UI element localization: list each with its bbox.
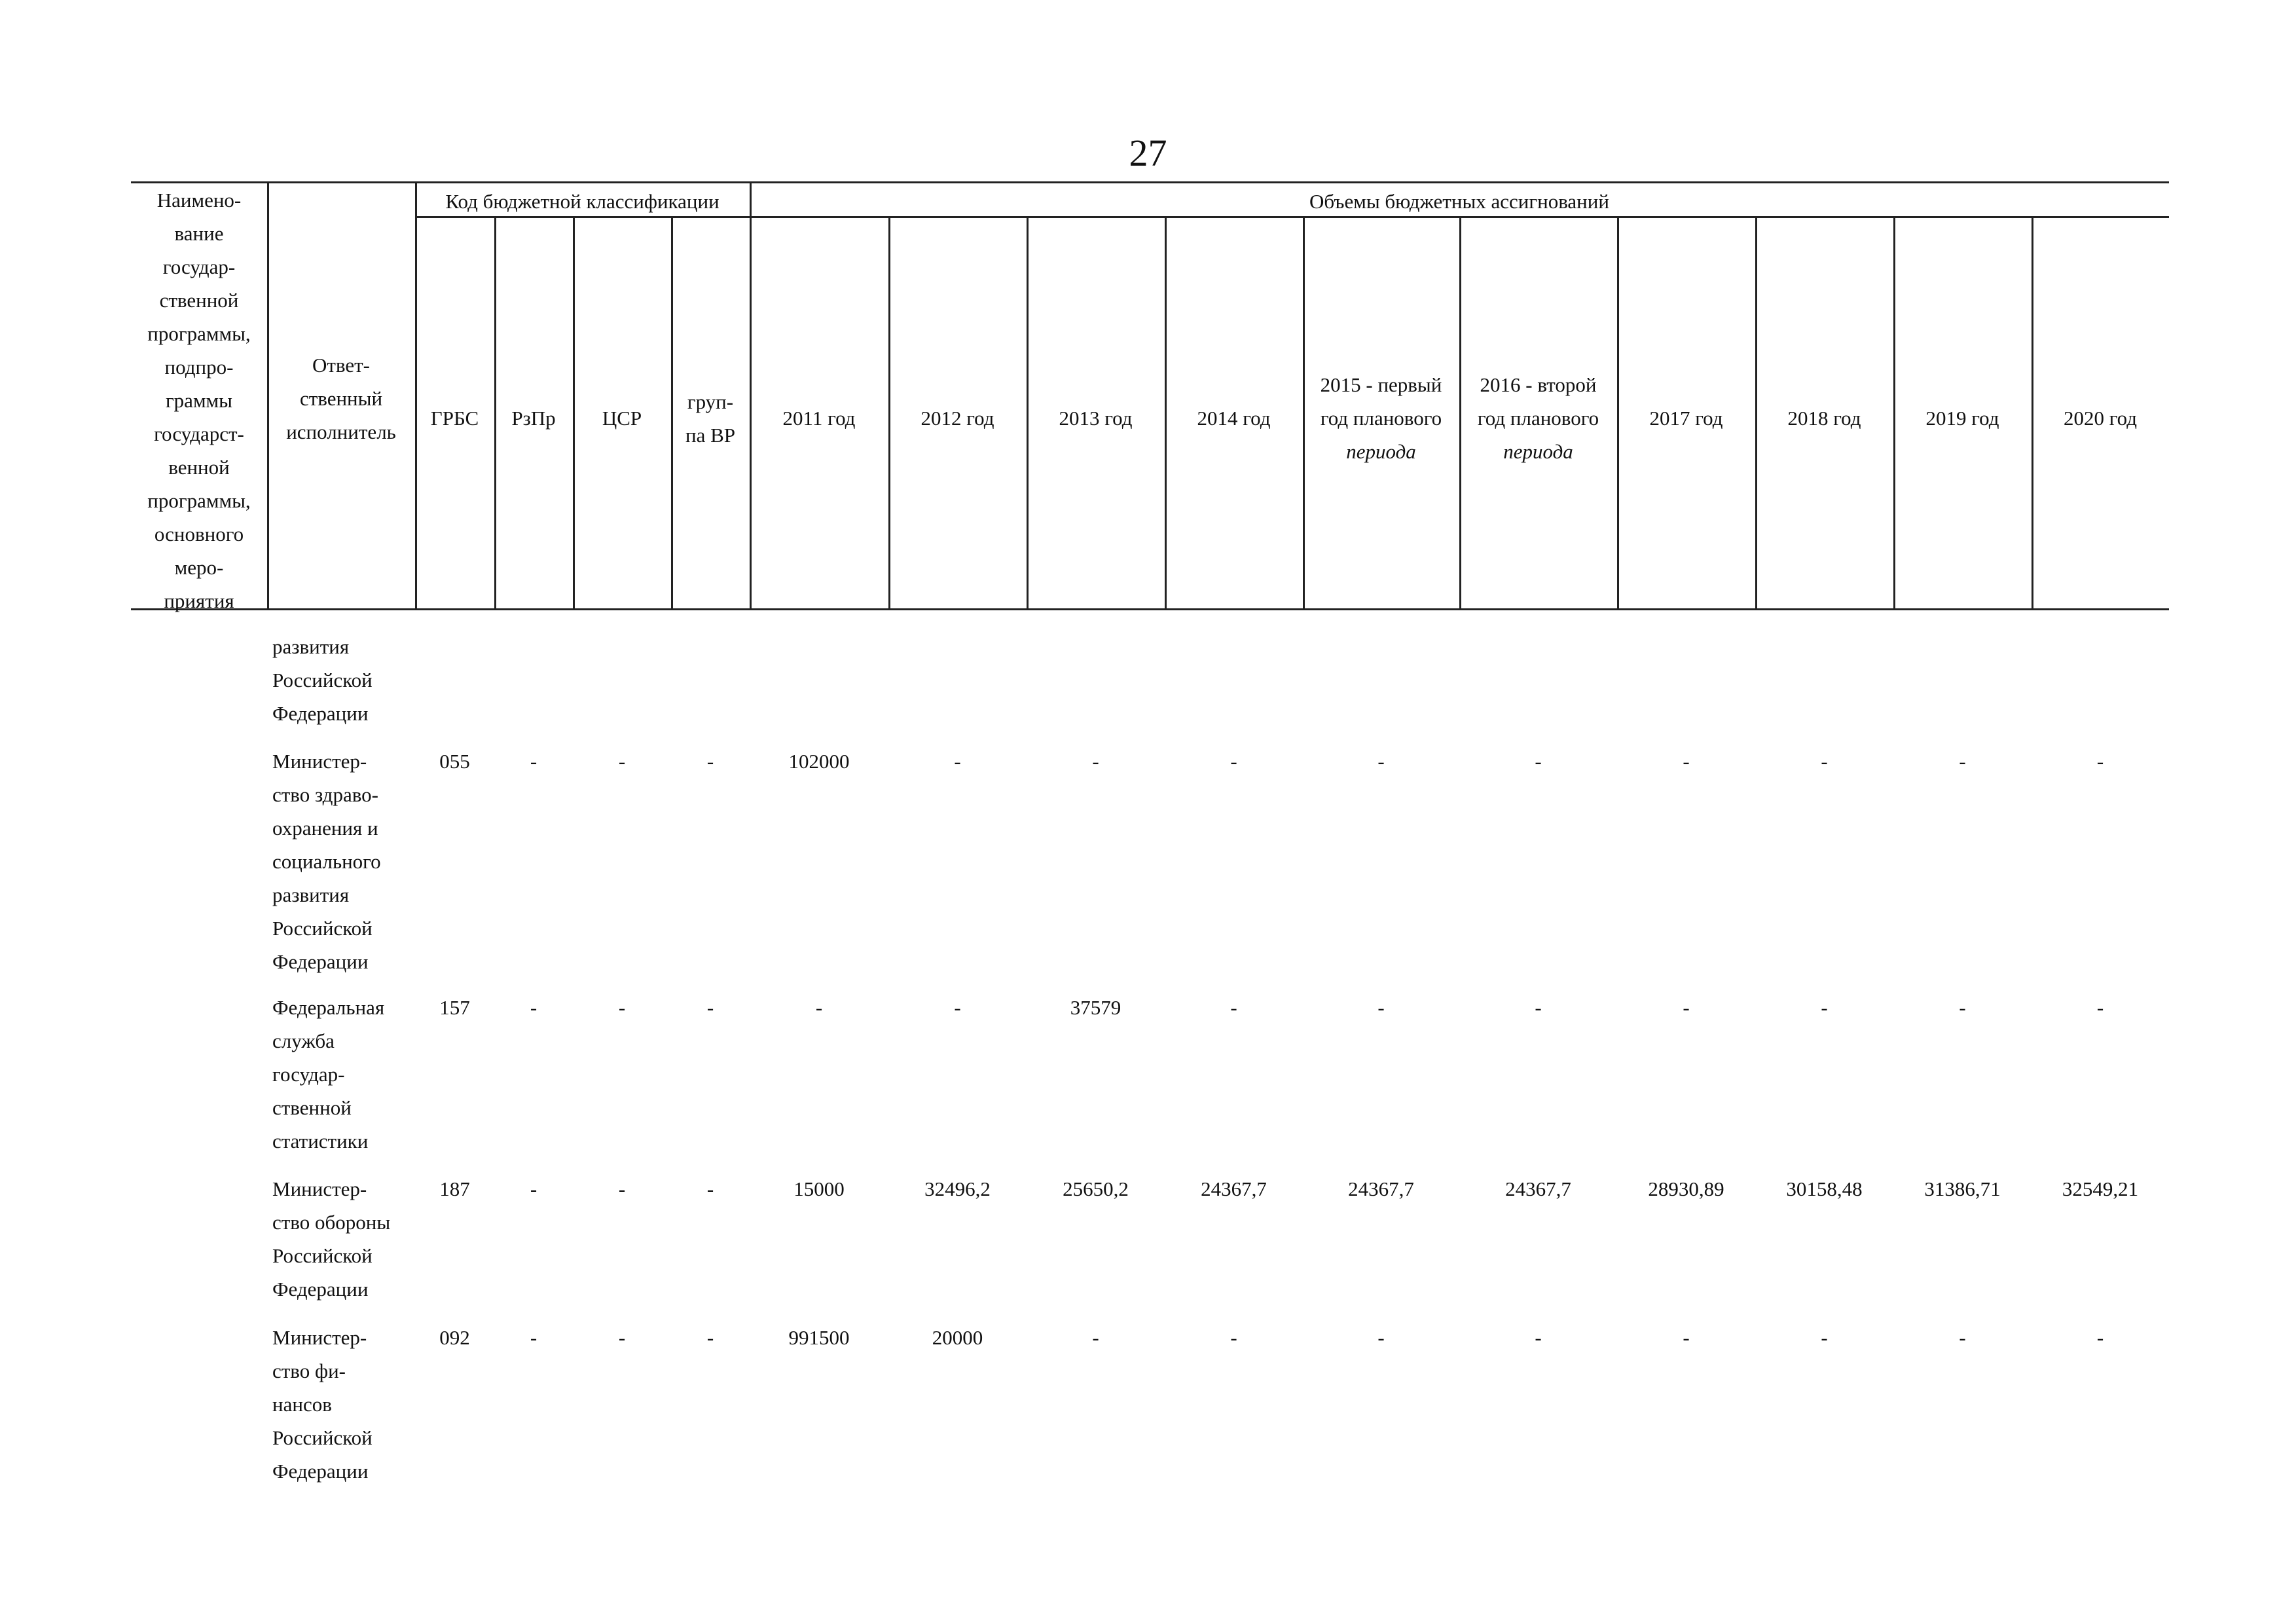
row-value: - xyxy=(1535,750,1542,773)
header-year-col xyxy=(2032,401,2169,435)
text-line: 2015 - первый xyxy=(1320,373,1442,396)
header-year-col xyxy=(1617,401,1755,435)
header-year-col xyxy=(1303,368,1459,468)
page-number: 27 xyxy=(1129,132,1167,174)
header-code-grbs xyxy=(415,401,494,435)
row-code-csr: - xyxy=(618,996,626,1019)
row-code-rzpr: - xyxy=(530,750,538,773)
row-value: - xyxy=(1821,996,1828,1019)
text-line: Федеральная xyxy=(272,996,385,1019)
row-executor xyxy=(272,1321,415,1488)
row-value: - xyxy=(2096,750,2104,773)
row-value: - xyxy=(1377,750,1385,773)
row-value: 24367,7 xyxy=(1201,1177,1267,1200)
text-line: развития xyxy=(272,883,350,906)
row-value: - xyxy=(1535,996,1542,1019)
text-line: Федерации xyxy=(272,1460,369,1483)
text-line: Российской xyxy=(272,1244,373,1267)
row-value: - xyxy=(1230,750,1237,773)
text-line: программы, xyxy=(147,322,251,345)
text-line: Российской xyxy=(272,669,373,692)
header-year-col xyxy=(1755,401,1893,435)
row-code-grbs: 157 xyxy=(439,996,470,1019)
header-volumes-group: Объемы бюджетных ассигнований xyxy=(1309,190,1609,213)
text-line: государ- xyxy=(272,1063,345,1086)
text-line: год планового xyxy=(1320,407,1442,430)
text-line: ГРБС xyxy=(430,407,479,430)
row-executor xyxy=(272,1172,415,1306)
text-line: 2017 год xyxy=(1649,407,1723,430)
text-line: Российской xyxy=(272,1426,373,1449)
row-value: 32549,21 xyxy=(2062,1177,2139,1200)
text-line: Наимено- xyxy=(156,189,242,212)
row-value: - xyxy=(2096,1326,2104,1349)
text-line: государ- xyxy=(162,255,236,278)
row-value: 25650,2 xyxy=(1063,1177,1129,1200)
text-line: ственный xyxy=(299,387,383,410)
text-line: ство фи- xyxy=(272,1359,346,1382)
text-line: ство здраво- xyxy=(272,783,378,806)
text-line: Министер- xyxy=(272,1326,367,1349)
row-value: - xyxy=(1683,1326,1690,1349)
text-line: нансов xyxy=(272,1393,332,1416)
header-top-rule xyxy=(131,181,2169,183)
text-line: 2020 год xyxy=(2063,407,2138,430)
header-year-col xyxy=(1165,401,1303,435)
header-year-col xyxy=(1459,368,1617,468)
row-executor xyxy=(272,991,415,1158)
row-value: - xyxy=(1230,1326,1237,1349)
text-line: вание xyxy=(174,222,224,245)
row-value: - xyxy=(1959,750,1966,773)
text-line: исполнитель xyxy=(286,420,396,443)
text-line: 2011 год xyxy=(782,407,856,430)
text-line: ЦСР xyxy=(602,407,642,430)
row-executor xyxy=(272,630,415,730)
text-line: 2018 год xyxy=(1787,407,1861,430)
row-value: 37579 xyxy=(1070,996,1121,1019)
header-executor-col xyxy=(267,348,415,449)
row-value: 32496,2 xyxy=(924,1177,991,1200)
header-name-col xyxy=(131,183,267,618)
row-value: - xyxy=(954,996,961,1019)
row-value: 24367,7 xyxy=(1505,1177,1571,1200)
text-line: Федерации xyxy=(272,702,369,725)
header-code-rzpr xyxy=(494,401,573,435)
row-code-csr: - xyxy=(618,750,626,773)
text-line: развития xyxy=(272,635,350,658)
row-value: 15000 xyxy=(793,1177,845,1200)
row-code-csr: - xyxy=(618,1177,626,1200)
row-value: 991500 xyxy=(788,1326,850,1349)
text-line: основного xyxy=(154,523,244,545)
row-code-grbs: 092 xyxy=(439,1326,470,1349)
row-value: - xyxy=(1683,996,1690,1019)
row-value: - xyxy=(1377,1326,1385,1349)
column-divider xyxy=(415,181,417,608)
text-line: Ответ- xyxy=(312,354,371,377)
header-code-csr xyxy=(573,401,671,435)
header-year-col xyxy=(750,401,888,435)
text-line: ственной xyxy=(272,1096,352,1119)
row-value: - xyxy=(1683,750,1690,773)
row-value: 28930,89 xyxy=(1648,1177,1724,1200)
row-code-grbs: 055 xyxy=(439,750,470,773)
row-value: 20000 xyxy=(932,1326,983,1349)
row-value: - xyxy=(1092,1326,1099,1349)
text-line: 2014 год xyxy=(1197,407,1271,430)
text-line: меро- xyxy=(174,556,224,579)
text-line: граммы xyxy=(165,389,233,412)
row-code-rzpr: - xyxy=(530,1177,538,1200)
text-line: венной xyxy=(168,456,230,479)
text-line: периода xyxy=(1503,440,1573,463)
row-value: - xyxy=(1092,750,1099,773)
text-line: 2016 - второй xyxy=(1480,373,1597,396)
header-year-col xyxy=(888,401,1027,435)
row-value: - xyxy=(954,750,961,773)
row-value: 102000 xyxy=(788,750,850,773)
row-code-rzpr: - xyxy=(530,996,538,1019)
header-bottom-rule xyxy=(131,608,2169,610)
text-line: год планового xyxy=(1477,407,1599,430)
text-line: Федерации xyxy=(272,950,369,973)
row-code-vr: - xyxy=(706,1177,714,1200)
text-line: груп- xyxy=(687,390,734,413)
row-value: - xyxy=(1821,1326,1828,1349)
text-line: социального xyxy=(272,850,381,873)
header-code-vr xyxy=(671,385,750,452)
text-line: приятия xyxy=(164,589,234,612)
text-line: государст- xyxy=(154,422,244,445)
row-code-vr: - xyxy=(706,996,714,1019)
row-code-vr: - xyxy=(706,1326,714,1349)
column-divider xyxy=(750,181,752,608)
row-code-vr: - xyxy=(706,750,714,773)
text-line: Российской xyxy=(272,917,373,940)
row-value: - xyxy=(2096,996,2104,1019)
text-line: Министер- xyxy=(272,750,367,773)
text-line: подпро- xyxy=(164,356,234,378)
row-code-grbs: 187 xyxy=(439,1177,470,1200)
text-line: статистики xyxy=(272,1130,369,1153)
header-year-col xyxy=(1893,401,2032,435)
text-line: охранения и xyxy=(272,817,378,840)
row-value: - xyxy=(1821,750,1828,773)
row-code-rzpr: - xyxy=(530,1326,538,1349)
row-executor xyxy=(272,745,415,978)
row-code-csr: - xyxy=(618,1326,626,1349)
text-line: служба xyxy=(272,1029,335,1052)
row-value: - xyxy=(815,996,823,1019)
text-line: программы, xyxy=(147,489,251,512)
row-value: - xyxy=(1959,1326,1966,1349)
row-value: - xyxy=(1230,996,1237,1019)
text-line: Федерации xyxy=(272,1278,369,1301)
row-value: - xyxy=(1535,1326,1542,1349)
text-line: ственной xyxy=(159,289,239,312)
text-line: 2019 год xyxy=(1925,407,1999,430)
text-line: 2012 год xyxy=(920,407,994,430)
text-line: РзПр xyxy=(511,407,556,430)
row-value: 31386,71 xyxy=(1924,1177,2001,1200)
header-budget-code-group: Код бюджетной классификации xyxy=(445,190,720,213)
row-value: 24367,7 xyxy=(1348,1177,1414,1200)
row-value: - xyxy=(1377,996,1385,1019)
text-line: Министер- xyxy=(272,1177,367,1200)
text-line: 2013 год xyxy=(1059,407,1133,430)
text-line: па ВР xyxy=(685,424,736,447)
text-line: ство обороны xyxy=(272,1211,391,1234)
row-value: 30158,48 xyxy=(1786,1177,1863,1200)
header-year-col xyxy=(1027,401,1165,435)
row-value: - xyxy=(1959,996,1966,1019)
text-line: периода xyxy=(1346,440,1416,463)
